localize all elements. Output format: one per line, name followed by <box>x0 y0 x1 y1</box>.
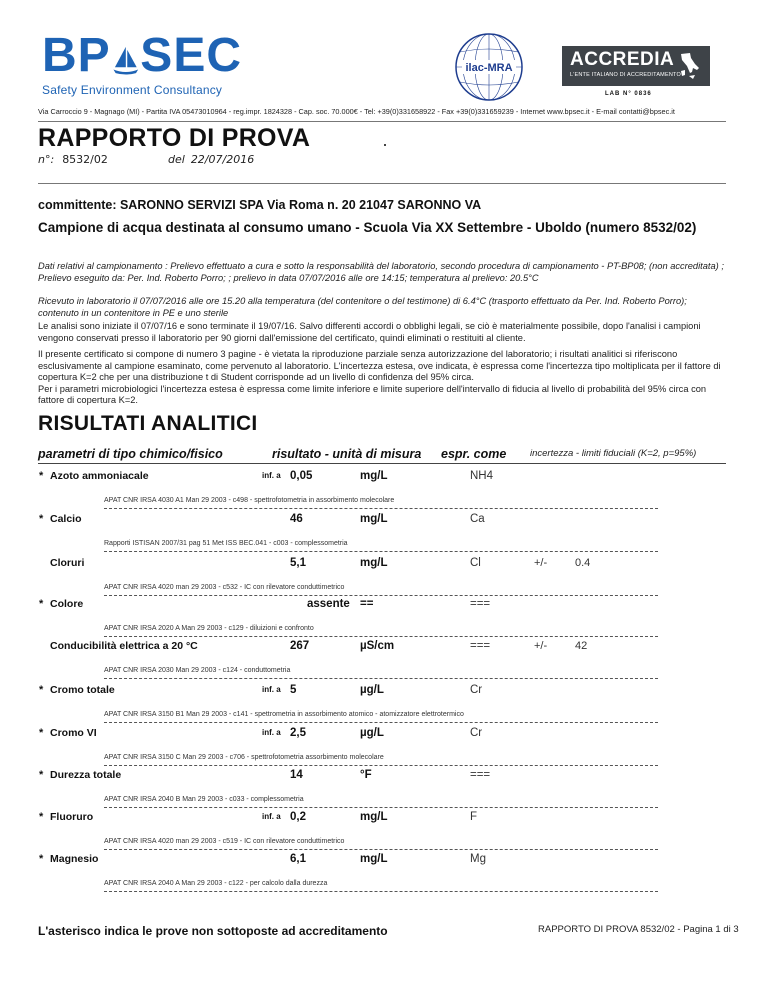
required-asterisk: * <box>39 853 44 865</box>
expressed-as: Cr <box>470 727 483 739</box>
unit-of-measure: °F <box>360 769 372 781</box>
ilac-text: ilac-MRA <box>465 62 513 74</box>
divider <box>38 121 726 122</box>
expressed-as: Cl <box>470 557 481 569</box>
row-divider <box>104 678 658 679</box>
result-value: 14 <box>290 769 303 781</box>
plus-minus: +/- <box>534 640 548 652</box>
expressed-as: === <box>470 769 491 781</box>
param-name: Calcio <box>50 513 82 525</box>
table-row <box>0 811 768 856</box>
required-asterisk: * <box>39 727 44 739</box>
report-date-group <box>168 153 254 166</box>
param-name: Durezza totale <box>50 769 122 781</box>
result-value: 6,1 <box>290 853 306 865</box>
unit-of-measure: mg/L <box>360 513 388 525</box>
row-divider <box>104 508 658 509</box>
divider <box>38 183 726 184</box>
required-asterisk: * <box>39 684 44 696</box>
method-reference: APAT CNR IRSA 2020 A Man 29 2003 - c129 - diluizioni e confronto <box>104 625 314 632</box>
expressed-as: === <box>470 598 491 610</box>
param-name: Cromo VI <box>50 727 97 739</box>
result-value: 2,5 <box>290 727 306 739</box>
param-name: Azoto ammoniacale <box>50 470 149 482</box>
param-name: Cloruri <box>50 557 85 569</box>
header-result: risultato - unità di misura <box>272 447 422 461</box>
required-asterisk: * <box>39 811 44 823</box>
unit-of-measure: µS/cm <box>360 640 395 652</box>
bpsec-logo <box>42 29 242 97</box>
unit-of-measure: µg/L <box>360 684 384 696</box>
table-row <box>0 640 768 685</box>
page-title: RAPPORTO DI PROVA <box>38 124 311 152</box>
row-divider <box>104 765 658 766</box>
row-divider <box>104 551 658 552</box>
plus-minus: +/- <box>534 557 548 569</box>
ilac-mra-logo <box>454 32 524 102</box>
unit-of-measure: mg/L <box>360 853 388 865</box>
row-divider <box>104 849 658 850</box>
result-value: 267 <box>290 640 310 652</box>
table-row <box>0 598 768 643</box>
method-reference: APAT CNR IRSA 2040 A Man 29 2003 - c122 - per calcolo dalla durezza <box>104 880 328 887</box>
divider <box>38 463 726 464</box>
method-reference: APAT CNR IRSA 4020 man 29 2003 - c519 - IC con rilevatore conduttimetrico <box>104 838 345 845</box>
footer-note: L'asterisco indica le prove non sottoposte ad accreditamento <box>38 924 388 938</box>
param-name: Cromo totale <box>50 684 115 696</box>
unit-of-measure: mg/L <box>360 811 388 823</box>
required-asterisk: * <box>39 470 44 482</box>
certificate-note-line: Il presente certificato si compone di numero 3 pagine - è vietata la riproduzione parziale senza autorizzazione del laboratorio; i risultati analitici si riferiscono esclusivamente al campione esaminato, come pervenuto al laboratorio. L'incertezza estesa, ove indicata, è espressa come l'incertezza tipo moltiplicata per il fattore di copertura K=2 che per una distribuzione t di Student corrisponde ad un livello di confidenza del 95% circa. <box>38 349 721 382</box>
certificate-notes-paragraph <box>38 349 728 407</box>
client-line: committente: SARONNO SERVIZI SPA Via Roma n. 20 21047 SARONNO VA <box>38 198 482 212</box>
required-asterisk: * <box>39 769 44 781</box>
less-than-label: inf. a <box>262 685 281 694</box>
less-than-label: inf. a <box>262 728 281 737</box>
logo-wordmark <box>42 29 242 82</box>
unit-of-measure: µg/L <box>360 727 384 739</box>
param-name: Magnesio <box>50 853 99 865</box>
row-divider <box>104 807 658 808</box>
method-reference: APAT CNR IRSA 2030 Man 29 2003 - c124 - conduttometria <box>104 667 291 674</box>
table-row <box>0 684 768 729</box>
unit-of-measure: == <box>360 598 374 610</box>
result-value: 0,05 <box>290 470 313 482</box>
header-expr: espr. come <box>441 447 507 461</box>
method-reference: APAT CNR IRSA 4020 man 29 2003 - c532 - IC con rilevatore conduttimetrico <box>104 584 345 591</box>
expressed-as: NH4 <box>470 470 494 482</box>
report-number-label: n°: <box>38 153 55 166</box>
report-date-label: del <box>168 153 185 166</box>
param-name: Colore <box>50 598 84 610</box>
result-value: assente <box>307 598 350 610</box>
uncertainty-value: 0.4 <box>575 557 591 569</box>
method-reference: APAT CNR IRSA 4030 A1 Man 29 2003 - c498 - spettrofotometria in assorbimento molecolare <box>104 497 395 504</box>
row-divider <box>104 595 658 596</box>
expressed-as: Cr <box>470 684 483 696</box>
company-address: Via Carroccio 9 - Magnago (MI) - Partita IVA 05473010964 - reg.impr. 1824328 - Cap. soc. 70.000€ - Tel: +39(0)331658922 - Fax +39(0)331659239 - Internet www.bpsec.it - E-mail contatti@bpsec.it <box>38 107 675 116</box>
microbiology-note-line: Per i parametri microbiologici l'incertezza estesa è espressa come limite inferiore e limite superiore dell'intervallo di fiducia al livello di probabilità del 95% circa con fattore di copertura K=2. <box>38 383 707 405</box>
result-value: 5 <box>290 684 297 696</box>
param-name: Fluoruro <box>50 811 94 823</box>
sailboat-icon <box>112 40 140 80</box>
result-value: 46 <box>290 513 303 525</box>
less-than-label: inf. a <box>262 812 281 821</box>
accredia-logo <box>562 46 710 86</box>
expressed-as: F <box>470 811 478 823</box>
logo-text-left: BP <box>42 29 111 82</box>
unit-of-measure: mg/L <box>360 470 388 482</box>
report-meta <box>38 153 255 166</box>
page-number: RAPPORTO DI PROVA 8532/02 - Pagina 1 di 3 <box>538 924 739 935</box>
logo-text-right: SEC <box>140 29 242 82</box>
method-reference: APAT CNR IRSA 3150 B1 Man 29 2003 - c141 - spettrometria in assorbimento atomico - atomizzatore elettrotermico <box>104 711 464 718</box>
method-reference: APAT CNR IRSA 2040 B Man 29 2003 - c033 - complessometria <box>104 796 304 803</box>
table-row <box>0 557 768 602</box>
table-row <box>0 470 768 515</box>
sampling-data-paragraph: Dati relativi al campionamento : Prelievo effettuato a cura e sotto la responsabilità del laboratorio, secondo procedura di campionamento - PT-BP08; (non accreditata) ; Prelievo eseguito da: Per. Ind. Roberto Porro; ; prelievo in data 07/07/2016 alle ore 14:15; temperatura al prelievo: 20.5°C <box>38 261 724 283</box>
expressed-as: Ca <box>470 513 485 525</box>
unit-of-measure: mg/L <box>360 557 388 569</box>
italy-map-icon <box>678 52 700 80</box>
reception-paragraph: Ricevuto in laboratorio il 07/07/2016 alle ore 15.20 alla temperatura (del contenitore o del testimone) di 6.4°C (trasporto effettuato da Per. Ind. Roberto Porro); contenuto in un contenitore in PE e uno sterile <box>38 296 687 318</box>
method-reference: Rapporti ISTISAN 2007/31 pag 51 Met ISS BEC.041 - c003 - complessometria <box>104 540 348 547</box>
dot-mark <box>384 144 386 146</box>
table-row <box>0 513 768 558</box>
sample-title: Campione di acqua destinata al consumo umano - Scuola Via XX Settembre - Uboldo (numero 8532/02) <box>38 220 697 235</box>
accredia-subtitle: L'ENTE ITALIANO DI ACCREDITAMENTO <box>570 72 681 78</box>
uncertainty-value: 42 <box>575 640 588 652</box>
result-value: 5,1 <box>290 557 306 569</box>
param-name: Conducibilità elettrica a 20 °C <box>50 640 198 652</box>
header-uncertainty: incertezza - limiti fiduciali (K=2, p=95%) <box>530 448 697 459</box>
report-number: 8532/02 <box>62 153 108 166</box>
less-than-label: inf. a <box>262 471 281 480</box>
lab-number: LAB N° 0836 <box>605 91 652 97</box>
analysis-dates-paragraph: Le analisi sono iniziate il 07/07/16 e sono terminate il 19/07/16. Salvo differenti accordi o obblighi legali, se ciò è materialmente possibile, dopo l'analisi i campioni vengono conservati presso il laboratorio per 90 giorni dall'emissione del certificato, quindi eliminati o restituiti al cliente. <box>38 321 701 343</box>
row-divider <box>104 722 658 723</box>
required-asterisk: * <box>39 513 44 525</box>
method-reference: APAT CNR IRSA 3150 C Man 29 2003 - c706 - spettrofotometria assorbimento molecolare <box>104 754 384 761</box>
table-row <box>0 727 768 772</box>
required-asterisk: * <box>39 598 44 610</box>
result-value: 0,2 <box>290 811 306 823</box>
expressed-as: Mg <box>470 853 486 865</box>
row-divider <box>104 891 658 892</box>
row-divider <box>104 636 658 637</box>
table-row <box>0 853 768 898</box>
logo-tagline: Safety Environment Consultancy <box>42 83 223 97</box>
results-title: RISULTATI ANALITICI <box>38 412 258 435</box>
accredia-name: ACCREDIA <box>570 49 675 70</box>
table-row <box>0 769 768 814</box>
report-date: 22/07/2016 <box>190 153 255 166</box>
header-param: parametri di tipo chimico/fisico <box>38 447 223 461</box>
expressed-as: === <box>470 640 491 652</box>
